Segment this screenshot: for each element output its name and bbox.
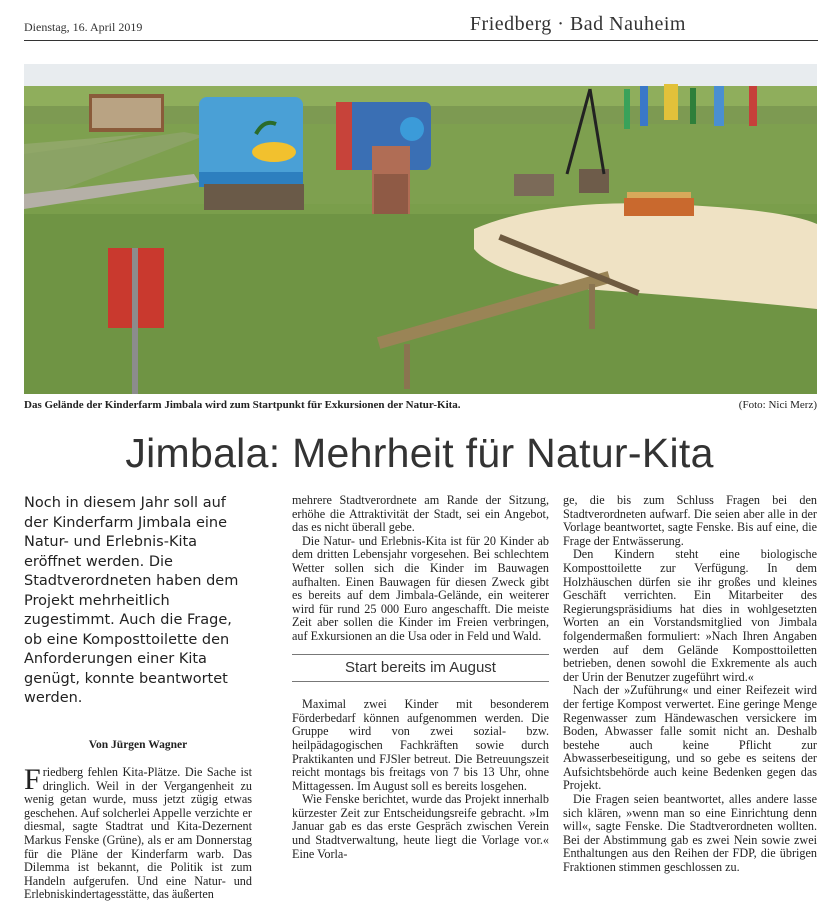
column-3	[563, 494, 817, 875]
article-photo	[24, 64, 817, 394]
body-paragraph: Die Natur- und Erlebnis-Kita ist für 20 Kinder ab dem dritten Lebensjahr vorgesehen. Bei schlechtem Wetter sollen sich die Kinder im Bauwagen aufhalten. Einen Bauwagen für diesen Zweck gibt es bereits auf dem Jimbala-Gelände, ein weiterer wird für rund 25 000 Euro angeschafft. Die meiste Zeit aber sollen die Kinder im Freien verbringen, auf Exkursionen an die Usa oder in Feld und Wald.	[292, 533, 549, 643]
body-paragraph: Den Kindern steht eine biologische Komposttoilette zur Verfügung. In dem Holzhäuschen dürfen sie ihr großes und kleines Geschäft verrichten. Ein Mitarbeiter des Regierungspräsidiums hat dies in wohlgesetzten Worten an ein Vorstandsmitglied von Jimbala folgendermaßen formuliert: »Nach Ihren Angaben werden auf dem Gelände Komposttoiletten betrieben, denen sowohl die Exkremente als auch der Urin der Benutzer zugeführt wird.«	[563, 547, 817, 684]
column-2	[292, 494, 549, 861]
body-paragraph: Die Fragen seien beantwortet, alles andere lasse sich klären, »wenn man so eine Einrichtung denn will«, sagte Fenske. Die Stadtverordneten wollten. Bei der Abstimmung gab es zwei Nein sowie zwei Enthaltungen aus den Reihen der FDP, die übrigen Fraktionen stimmen geschlossen zu.	[563, 792, 817, 875]
body-paragraph	[24, 763, 252, 902]
subheading: Start bereits im August	[292, 654, 549, 683]
caption-text: Das Gelände der Kinderfarm Jimbala wird zum Startpunkt für Exkursionen der Natur-Kita.	[24, 399, 461, 411]
farm-photo-illustration	[24, 64, 817, 394]
photo-credit: (Foto: Nici Merz)	[738, 399, 817, 411]
page-header	[24, 10, 818, 41]
author-byline: Von Jürgen Wagner	[88, 738, 188, 751]
drop-cap: F	[24, 763, 41, 797]
body-paragraph: mehrere Stadtverordnete am Rande der Sitzung, erhöhe die Attraktivität der Stadt, sei ein Angebot, das es nicht überall gebe.	[292, 493, 549, 535]
body-text: riedberg fehlen Kita-Plätze. Die Sache ist dringlich. Weil in der Vergangenheit zu wenig getan wurde, muss jetzt zügig etwas geschehen. Auf solcherlei Appelle verzichte er diesmal, sagte Stadtrat und Kita-Dezernent Markus Fenske (Grüne), als er am Donnerstag für die Pläne der Kinderfarm warb. Das Dilemma ist bekannt, die Politik ist zum Handeln aufgerufen. Und eine Natur- und Erlebniskindertagesstätte, das äußerten	[24, 765, 252, 902]
section-title: Friedberg · Bad Nauheim	[469, 13, 686, 35]
body-paragraph: Wie Fenske berichtet, wurde das Projekt innerhalb kürzester Zeit zur Entscheidungsreife gebracht. »Im Januar gab es das erste Gespräch zwischen Verein und Stadtverwaltung, heute liegt die Vorlage vor.« Eine Vorla-	[292, 792, 549, 861]
body-paragraph: ge, die bis zum Schluss Fragen bei den Stadtverordneten aufwarf. Die seien aber alle in der Vorlage beantwortet, sagte Fenske. Bis auf eine, die Frage der Entwässerung.	[563, 493, 817, 548]
body-paragraph: Maximal zwei Kinder mit besonderem Förderbedarf können aufgenommen werden. Die Gruppe wird von zwei sozial- bzw. heilpädagogischen Fachkräften sowie durch Praktikanten und FJSler betreut. Die Betreuungszeit reicht montags bis freitags von 7 bis 13 Uhr, ohne Mittagessen. Im August soll es bereits losgehen.	[292, 697, 549, 793]
column-1	[24, 494, 252, 902]
issue-date: Dienstag, 16. April 2019	[24, 20, 143, 34]
article-headline: Jimbala: Mehrheit für Natur-Kita	[125, 430, 714, 476]
photo-caption	[24, 399, 817, 411]
article-lead: Noch in diesem Jahr soll auf der Kinderfarm Jimbala eine Natur- und Erlebnis-Kita eröffnet werden. Die Stadtverordneten haben dem Projekt mehrheitlich zugestimmt. Auch die Frage, ob eine Komposttoilette den Anforderungen einer Kita genügt, konnte beantwortet werden.	[24, 495, 239, 706]
body-paragraph: Nach der »Zuführung« und einer Reifezeit wird der fertige Kompost verwertet. Eine geringe Menge Regenwasser zum Händewaschen versickere im Boden, Abwasser falle somit nicht an. Deshalb bestehe auch keine Pflicht zur Abwasserbeseitigung, und so gebe es seitens der Aufsichtsbehörde auch keine Bedenken gegen das Projekt.	[563, 683, 817, 793]
